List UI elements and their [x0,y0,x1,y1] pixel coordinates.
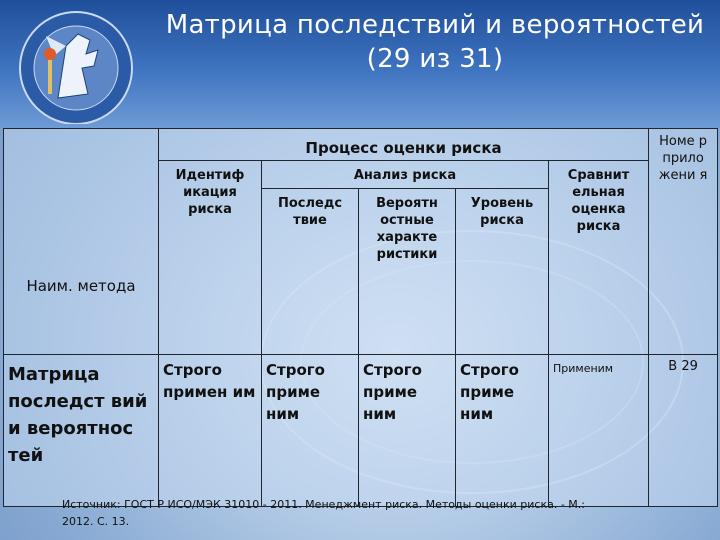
title-line-1: Матрица последствий и вероятностей [165,10,705,40]
table-row [4,355,718,507]
row-appendix: В 29 [649,355,718,507]
header-risk-level: Уровень риска [456,189,549,355]
header-method-name: Наим. метода [4,129,159,355]
row-risk-level: Строго приме ним [456,355,549,507]
header-row-1 [4,129,718,161]
source-line-1: Источник: ГОСТ Р ИСО/МЭК 31010 - 2011. Менеджмент риска. Методы оценки риска. - М.: [62,498,586,511]
row-method-name: Матрица последст вий и вероятнос тей [4,355,159,507]
row-comparative: Применим [549,355,649,507]
row-consequences: Строго приме ним [262,355,359,507]
header-process: Процесс оценки риска [159,129,649,161]
risk-matrix-table [3,128,718,507]
header-consequences: Последс твие [262,189,359,355]
title-line-2: (29 из 31) [366,44,504,74]
source-citation [62,496,712,530]
header-probability: Вероятн остные характе ристики [359,189,456,355]
slide-title [160,8,710,76]
header-identification: Идентиф икация риска [159,161,262,355]
row-identification: Строго примен им [159,355,262,507]
header-analysis: Анализ риска [262,161,549,189]
slide-header [0,0,720,128]
header-appendix-number: Номе р прило жени я [649,129,718,355]
header-comparative: Сравнит ельная оценка риска [549,161,649,355]
row-probability: Строго приме ним [359,355,456,507]
university-logo [6,6,146,124]
source-line-2: 2012. С. 13. [62,515,130,528]
